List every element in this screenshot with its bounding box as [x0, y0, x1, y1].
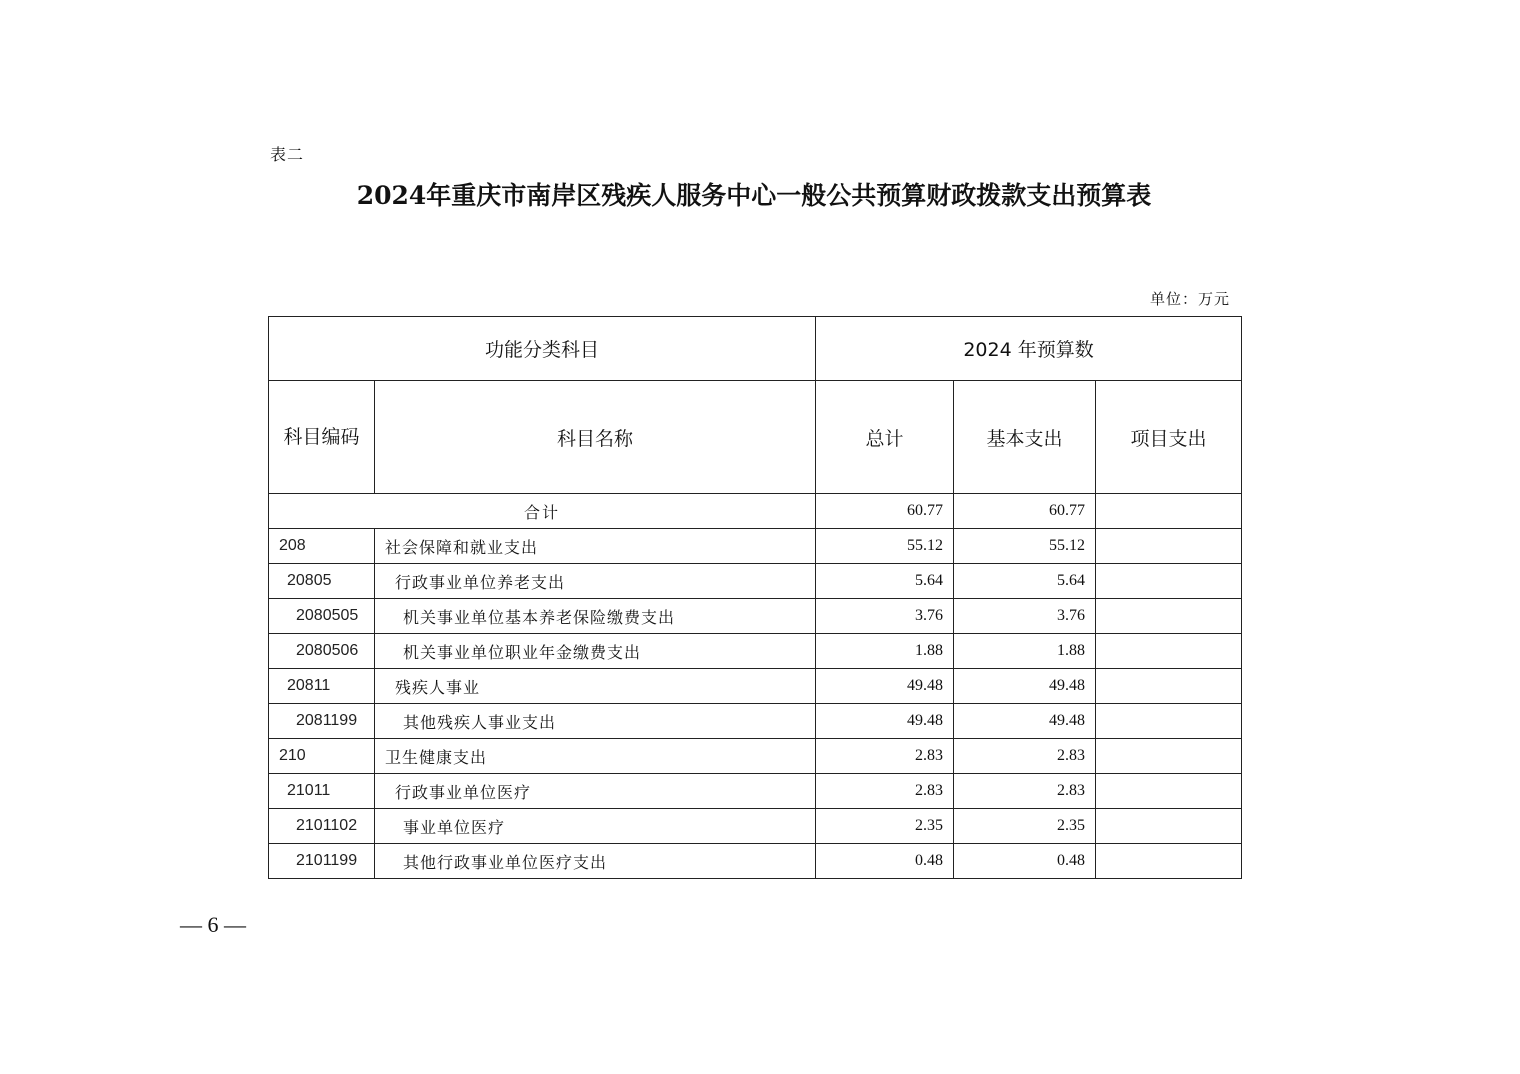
- row-basic: 55.12: [954, 529, 1096, 564]
- row-basic: 3.76: [954, 599, 1096, 634]
- table-row: [269, 564, 1242, 599]
- row-project: [1096, 844, 1242, 879]
- row-project: [1096, 529, 1242, 564]
- header-code: 科目编码: [269, 381, 375, 494]
- row-total: 1.88: [816, 634, 954, 669]
- table-row: [269, 809, 1242, 844]
- row-basic: 49.48: [954, 704, 1096, 739]
- total-row: [269, 494, 1242, 529]
- table-row: [269, 634, 1242, 669]
- row-total: 55.12: [816, 529, 954, 564]
- row-total: 49.48: [816, 704, 954, 739]
- row-total: 2.83: [816, 774, 954, 809]
- header-total: 总计: [816, 381, 954, 494]
- row-code: 2101102: [269, 809, 375, 844]
- unit-label: 单位：万元: [1149, 290, 1230, 308]
- row-project: [1096, 564, 1242, 599]
- header-functional-category: 功能分类科目: [269, 317, 816, 381]
- row-code: 2081199: [269, 704, 375, 739]
- row-name: 行政事业单位养老支出: [375, 564, 816, 599]
- table-label: 表二: [270, 145, 305, 164]
- row-total: 3.76: [816, 599, 954, 634]
- row-code: 2080505: [269, 599, 375, 634]
- header-name: 科目名称: [375, 381, 816, 494]
- row-basic: 2.83: [954, 774, 1096, 809]
- row-basic: 2.83: [954, 739, 1096, 774]
- total-basic: 60.77: [954, 494, 1096, 529]
- row-code: 2080506: [269, 634, 375, 669]
- document-title: 2024年重庆市南岸区残疾人服务中心一般公共预算财政拨款支出预算表: [356, 181, 1152, 210]
- row-code: 2101199: [269, 844, 375, 879]
- row-project: [1096, 669, 1242, 704]
- row-total: 49.48: [816, 669, 954, 704]
- table-row: [269, 844, 1242, 879]
- table-row: [269, 704, 1242, 739]
- table-row: [269, 739, 1242, 774]
- row-name: 残疾人事业: [375, 669, 816, 704]
- table-row: [269, 529, 1242, 564]
- row-project: [1096, 809, 1242, 844]
- row-code: 210: [269, 739, 375, 774]
- row-basic: 49.48: [954, 669, 1096, 704]
- header-row-primary: [269, 317, 1242, 381]
- row-project: [1096, 739, 1242, 774]
- page-number: — 6 —: [180, 912, 246, 937]
- row-basic: 1.88: [954, 634, 1096, 669]
- row-name: 机关事业单位基本养老保险缴费支出: [375, 599, 816, 634]
- row-code: 21011: [269, 774, 375, 809]
- row-code: 20805: [269, 564, 375, 599]
- row-total: 2.83: [816, 739, 954, 774]
- header-project: 项目支出: [1096, 381, 1242, 494]
- row-name: 其他残疾人事业支出: [375, 704, 816, 739]
- row-name: 社会保障和就业支出: [375, 529, 816, 564]
- row-code: 208: [269, 529, 375, 564]
- row-total: 5.64: [816, 564, 954, 599]
- header-budget-year: 2024 年预算数: [816, 317, 1242, 381]
- header-basic: 基本支出: [954, 381, 1096, 494]
- row-basic: 5.64: [954, 564, 1096, 599]
- budget-table: [268, 316, 1242, 879]
- table-row: [269, 669, 1242, 704]
- total-total: 60.77: [816, 494, 954, 529]
- row-name: 其他行政事业单位医疗支出: [375, 844, 816, 879]
- total-project: [1096, 494, 1242, 529]
- row-name: 卫生健康支出: [375, 739, 816, 774]
- total-label: 合计: [269, 494, 816, 529]
- row-project: [1096, 774, 1242, 809]
- row-basic: 0.48: [954, 844, 1096, 879]
- table-row: [269, 774, 1242, 809]
- row-project: [1096, 599, 1242, 634]
- row-project: [1096, 704, 1242, 739]
- header-row-secondary: [269, 381, 1242, 494]
- row-project: [1096, 634, 1242, 669]
- row-name: 事业单位医疗: [375, 809, 816, 844]
- row-basic: 2.35: [954, 809, 1096, 844]
- row-total: 2.35: [816, 809, 954, 844]
- table-row: [269, 599, 1242, 634]
- row-total: 0.48: [816, 844, 954, 879]
- row-name: 机关事业单位职业年金缴费支出: [375, 634, 816, 669]
- row-name: 行政事业单位医疗: [375, 774, 816, 809]
- row-code: 20811: [269, 669, 375, 704]
